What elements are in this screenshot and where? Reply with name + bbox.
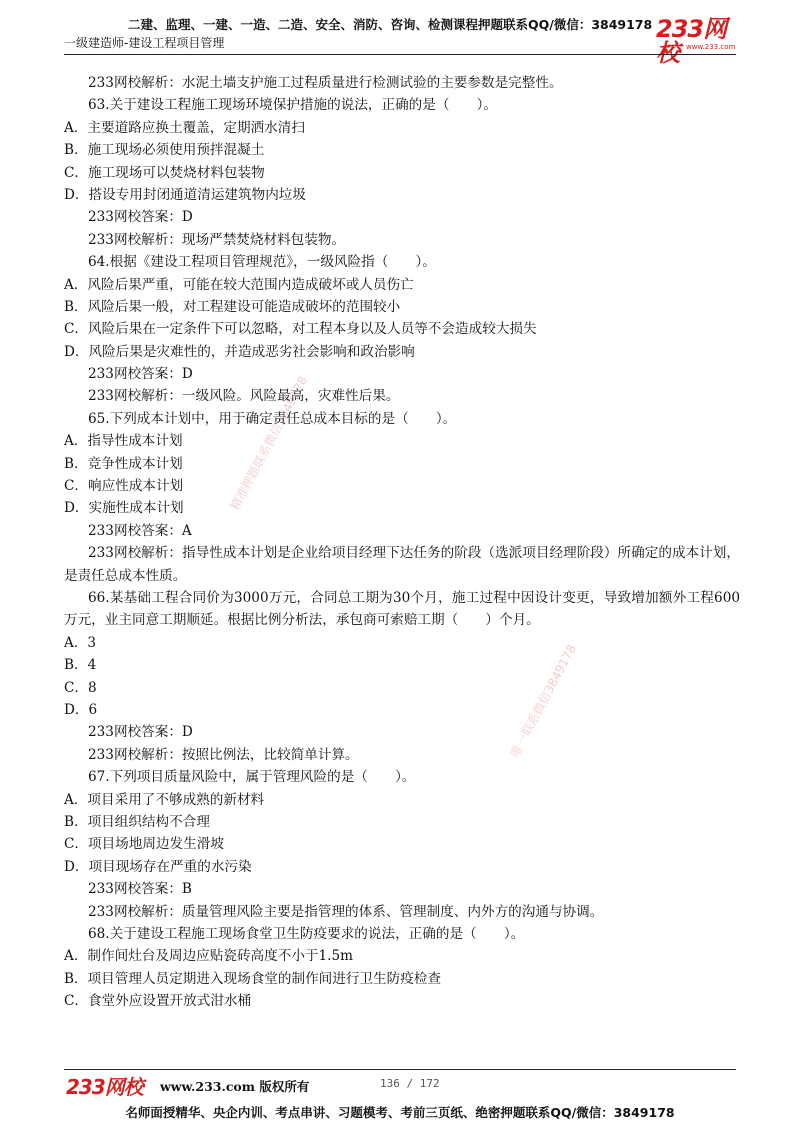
brand-logo: [656, 15, 736, 67]
header-promo: 二建、监理、一建、一造、二造、安全、消防、咨询、检测课程押题联系QQ/微信：3849178: [128, 17, 653, 32]
option-line: C．食堂外应设置开放式泔水桶: [64, 993, 252, 1010]
option-line: D．6: [64, 702, 98, 718]
option-line: D．实施性成本计划: [64, 500, 184, 517]
answer-line: 233网校答案：D: [88, 724, 193, 741]
analysis-line: 233网校解析：水泥土墙支护施工过程质量进行检测试验的主要参数是完整性。: [88, 75, 563, 91]
option-line: B．竞争性成本计划: [64, 455, 183, 472]
footer-logo: 233网校: [66, 1075, 143, 1099]
answer-line: 233网校答案：A: [88, 522, 192, 539]
option-line: B．项目组织结构不合理: [64, 813, 210, 830]
option-line: B．项目管理人员定期进入现场食堂的制作间进行卫生防疫检查: [64, 970, 442, 987]
footer-promo: 名师面授精华、央企内训、考点串讲、习题模考、考前三页纸、绝密押题联系QQ/微信：3849178: [125, 1105, 675, 1120]
question-63: 63.关于建设工程施工现场环境保护措施的说法，正确的是（ ）。: [88, 97, 498, 114]
analysis-line: 233网校解析：一级风险。风险最高，灾难性后果。: [88, 388, 400, 405]
header-divider: [64, 54, 736, 55]
option-line: A．3: [64, 634, 97, 651]
footer-divider: [64, 1069, 736, 1070]
page-content: [64, 72, 740, 1012]
question-64: 64.根据《建设工程项目管理规范》，一级风险指（ ）。: [88, 254, 436, 271]
option-line: C．8: [64, 679, 97, 696]
question-68: 68.关于建设工程施工现场食堂卫生防疫要求的说法，正确的是（ ）。: [88, 925, 525, 942]
analysis-line: 233网校解析：现场严禁焚烧材料包装物。: [88, 231, 346, 248]
brand-logo-text: 233网校: [656, 15, 727, 67]
option-line: B．4: [64, 657, 97, 674]
answer-line: 233网校答案：D: [88, 366, 193, 383]
analysis-paragraph: 233网校解析：指导性成本计划是企业给项目经理下达任务的阶段（选派项目经理阶段）所确定的成本计划，是责任总成本性质。: [64, 545, 740, 584]
option-line: B．风险后果一般，对工程建设可能造成破坏的范围较小: [64, 298, 401, 315]
option-line: C．项目场地周边发生滑坡: [64, 836, 224, 853]
option-line: A．项目采用了不够成熟的新材料: [64, 791, 265, 808]
footer-copyright: www.233.com 版权所有: [160, 1079, 310, 1094]
option-line: D．项目现场存在严重的水污染: [64, 858, 252, 875]
option-line: D．搭设专用封闭通道清运建筑物内垃圾: [64, 186, 306, 203]
analysis-line: 233网校解析：按照比例法，比较简单计算。: [88, 746, 359, 763]
option-line: B．施工现场必须使用预拌混凝土: [64, 142, 265, 159]
analysis-line: 233网校解析：质量管理风险主要是指管理的体系、管理制度、内外方的沟通与协调。: [88, 903, 604, 920]
option-line: C．施工现场可以焚烧材料包装物: [64, 164, 265, 181]
option-line: A．主要道路应换土覆盖，定期洒水清扫: [64, 119, 305, 136]
brand-logo-url: www.233.com: [686, 43, 736, 51]
document-title: 一级建造师-建设工程项目管理: [64, 36, 225, 50]
watermark-2: 唯一联系微信3849178: [507, 642, 580, 760]
question-67: 67.下列项目质量风险中，属于管理风险的是（ ）。: [88, 769, 416, 786]
option-line: C．响应性成本计划: [64, 478, 184, 495]
option-line: A．制作间灶台及周边应贴瓷砖高度不小于1.5m: [64, 948, 354, 965]
answer-line: 233网校答案：D: [88, 209, 193, 226]
answer-line: 233网校答案：B: [88, 881, 192, 898]
watermark-1: 精准押题联系微信3849178: [227, 373, 311, 513]
question-66: 66.某基础工程合同价为3000万元，合同总工期为30个月，施工过程中因设计变更，导致增加额外工程600万元，业主同意工期顺延。根据比例分析法，承包商可索赔工期（ ）个月。: [64, 590, 740, 629]
option-line: C．风险后果在一定条件下可以忽略，对工程本身以及人员等不会造成较大损失: [64, 321, 537, 338]
option-line: D．风险后果是灾难性的，并造成恶劣社会影响和政治影响: [64, 343, 415, 360]
page-number: 136 / 172: [380, 1077, 440, 1090]
question-65: 65.下列成本计划中，用于确定责任总成本目标的是（ ）。: [88, 410, 457, 427]
option-line: A．风险后果严重，可能在较大范围内造成破坏或人员伤亡: [64, 276, 414, 293]
option-line: A．指导性成本计划: [64, 433, 183, 450]
